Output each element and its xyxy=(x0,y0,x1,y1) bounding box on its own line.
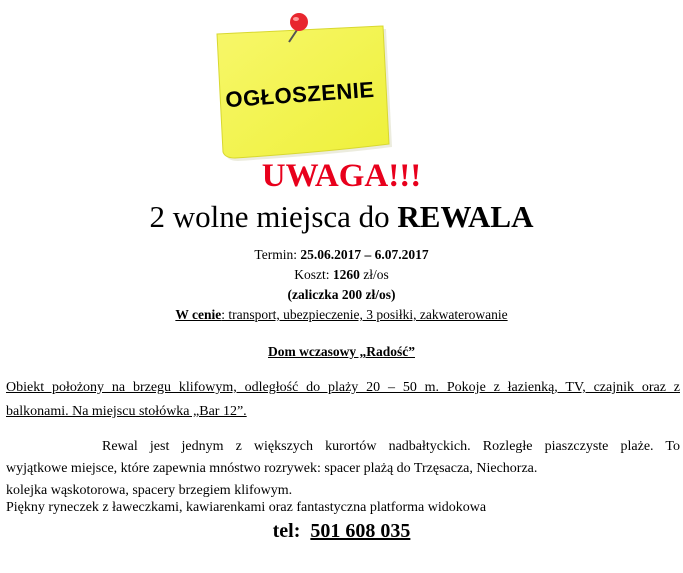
alert-heading: UWAGA!!! xyxy=(261,158,422,194)
contact-phone xyxy=(0,520,683,543)
included-label: W cenie xyxy=(175,307,222,322)
headline-prefix: 2 wolne miejsca do xyxy=(149,199,398,234)
about-line-2: wyjątkowe miejsce, które zapewnia mnóstwo rozrywek: spacer plażą do Trzęsacza, Niechorza. xyxy=(6,461,538,476)
page-title xyxy=(0,199,683,235)
venue-name: Dom wczasowy „Radość” xyxy=(268,344,415,359)
sticky-note xyxy=(205,12,400,167)
included-value: : transport, ubezpieczenie, 3 posiłki, zakwaterowanie xyxy=(221,307,508,322)
description-line-2: balkonami. Na miejscu stołówka „Bar 12”. xyxy=(6,404,247,419)
cost-value: 1260 xyxy=(332,267,360,282)
cost-label: Koszt: xyxy=(294,267,333,282)
about-line-4: Piękny ryneczek z ławeczkami, kawiarenkami oraz fantastyczna platforma widokowa xyxy=(6,500,487,515)
phone-label: tel: xyxy=(272,520,301,542)
about-line-3: kolejka wąskotorowa, spacery brzegiem klifowym. xyxy=(6,483,293,498)
term-line xyxy=(0,247,683,263)
about xyxy=(6,436,680,502)
headline-destination: REWALA xyxy=(397,199,534,234)
cost-unit: zł/os xyxy=(359,267,389,282)
phone-number: 501 608 035 xyxy=(310,520,411,542)
note-label: OGŁOSZENIE xyxy=(224,76,376,113)
description-line-1: Obiekt położony na brzegu klifowym, odległość do plaży 20 – 50 m. Pokoje z łazienką, TV, czajnik oraz z xyxy=(6,380,680,395)
description xyxy=(6,376,680,424)
included-line xyxy=(0,307,683,323)
about-line-1: Rewal jest jednym z większych kurortów nadbałtyckich. Rozległe piaszczyste plaże. To xyxy=(102,439,680,454)
cost-line xyxy=(0,267,683,283)
term-label: Termin: xyxy=(254,247,301,262)
term-value: 25.06.2017 – 6.07.2017 xyxy=(300,247,429,262)
deposit-line: (zaliczka 200 zł/os) xyxy=(287,287,396,302)
